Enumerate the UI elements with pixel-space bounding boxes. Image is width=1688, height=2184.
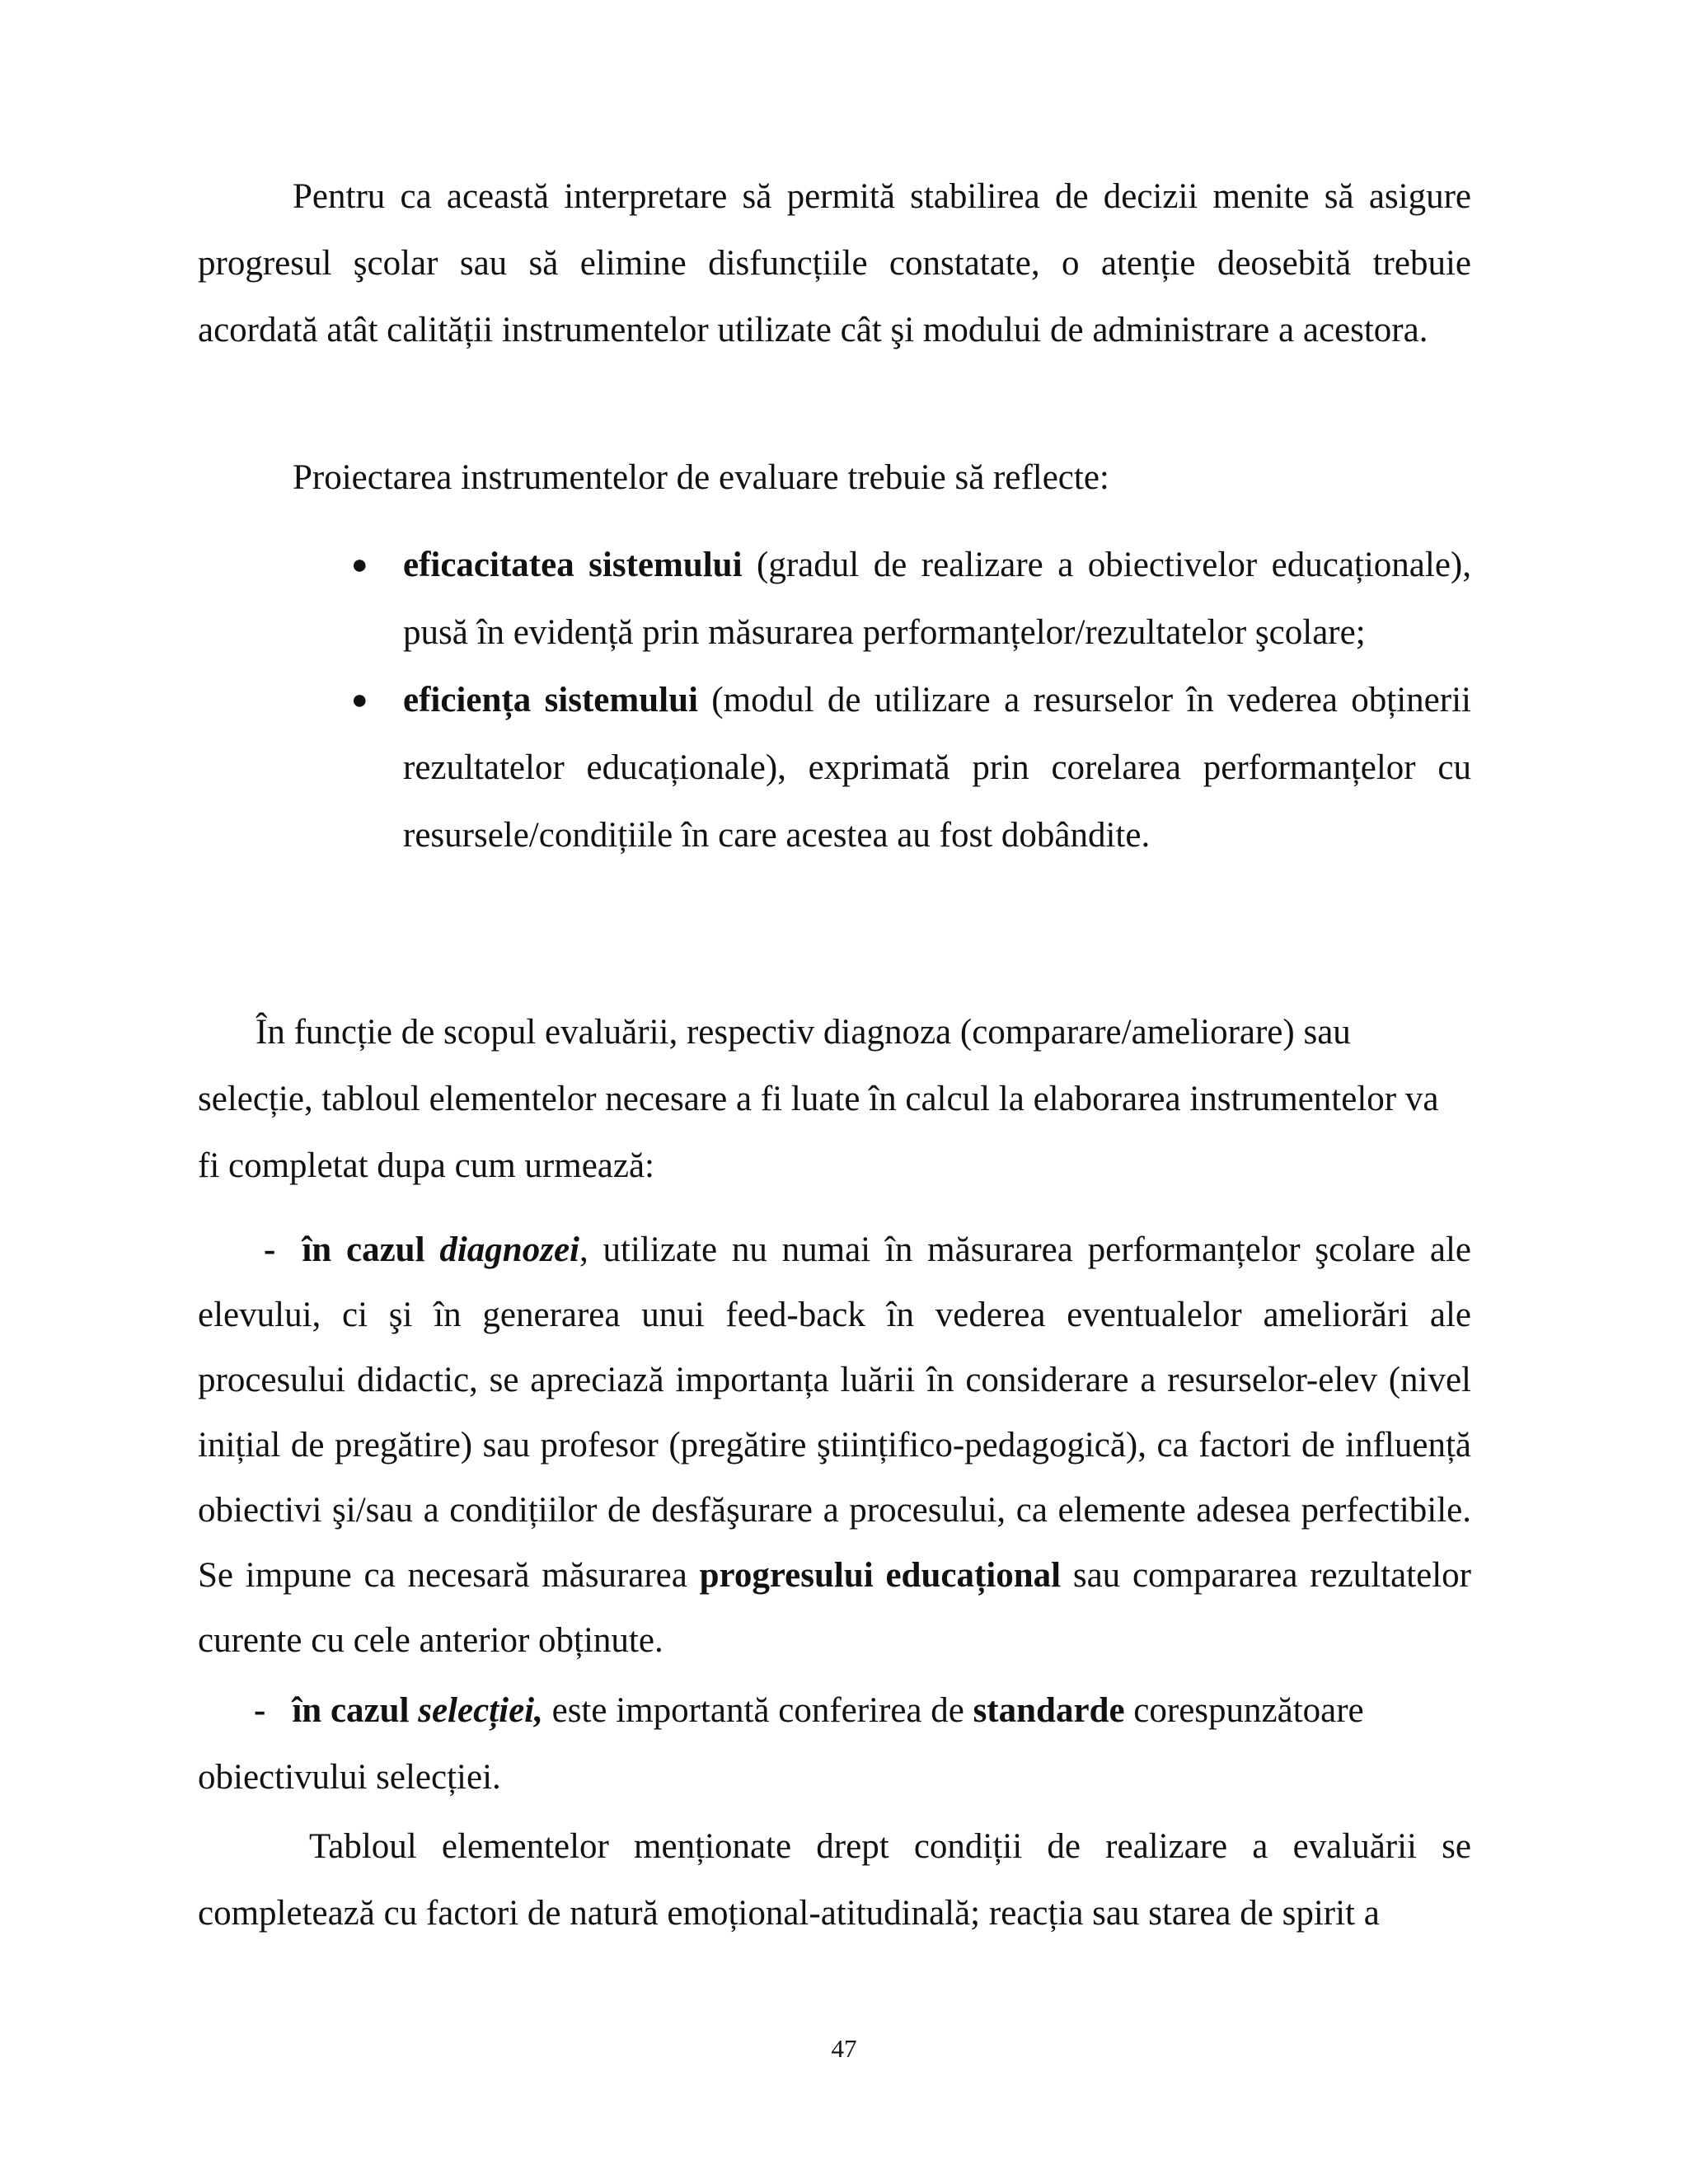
paragraph-emotional-factors: Tabloul elementelor menționate drept condiții de realizare a evaluării se completează cu factori de natură emoțional-atitudinală; reacția sau starea de spirit a bbox=[198, 1827, 1471, 1933]
bullet-term-efficiency: eficiența sistemului bbox=[403, 681, 698, 719]
bullet-term-effectiveness: eficacitatea sistemului bbox=[403, 546, 743, 584]
criteria-bullet-list bbox=[348, 532, 1471, 869]
selection-term: selecției, bbox=[418, 1691, 543, 1730]
paragraph-diagnosis-case bbox=[198, 1217, 1471, 1673]
bullet-text-efficiency: (modul de utilizare a resurselor în vederea obținerii rezultatelor educaționale), exprimată prin corelarea performanțelor cu resursele/condițiile în care acestea au fost dobândite. bbox=[403, 681, 1471, 855]
selection-emphasis: standarde bbox=[973, 1691, 1125, 1730]
paragraph-design-reflects: Proiectarea instrumentelor de evaluare trebuie să reflecte: bbox=[293, 458, 1109, 497]
selection-dash: - bbox=[254, 1691, 266, 1730]
paragraph-instruments-quality: Pentru ca această interpretare să permită stabilirea de decizii menite să asigure progresul şcolar sau să elimine disfuncțiile constatate, o atenție deosebită trebuie acordată atât calității instrumentelor utilizate cât şi modului de administrare a acestora. bbox=[198, 177, 1471, 349]
bullet-dot-icon: ● bbox=[351, 550, 368, 580]
bullet-item-effectiveness bbox=[348, 532, 1471, 667]
diagnosis-lead: în cazul bbox=[302, 1230, 440, 1269]
bullet-text-effectiveness: (gradul de realizare a obiectivelor educaționale), pusă în evidență prin măsurarea performanțelor/rezultatelor şcolare; bbox=[403, 546, 1471, 652]
paragraph-evaluation-purpose: În funcție de scopul evaluării, respectiv diagnoza (comparare/ameliorare) sau selecție, tabloul elementelor necesare a fi luate în calcul la elaborarea instrumentelor va fi completat dupa cum urmează: bbox=[198, 1013, 1439, 1185]
selection-lead: în cazul bbox=[292, 1691, 419, 1730]
selection-text-2: corespunzătoare obiectivului selecției. bbox=[198, 1691, 1364, 1797]
diagnosis-text-2: sau compararea rezultatelor curente cu cele anterior obținute. bbox=[198, 1556, 1471, 1660]
selection-text-1: este importantă conferirea de bbox=[542, 1691, 973, 1730]
bullet-dot-icon: ● bbox=[351, 685, 368, 715]
diagnosis-term: diagnozei bbox=[439, 1230, 579, 1269]
bullet-item-efficiency bbox=[348, 667, 1471, 869]
paragraph-selection-case bbox=[198, 1677, 1471, 1811]
diagnosis-dash: - bbox=[264, 1230, 276, 1269]
page-number: 47 bbox=[831, 2034, 857, 2063]
diagnosis-text-1: , utilizate nu numai în măsurarea performanțelor şcolare ale elevului, ci şi în generarea unui feed-back în vederea eventualelor ameliorări ale procesului didactic, se apreciază importanța luării în considerare a resurselor-elev (nivel inițial de pregătire) sau profesor (pregătire ştiințifico-pedagogică), ca factori de influență obiectivi şi/sau a condițiilor de desfăşurare a procesului, ca elemente adesea perfectibile. Se impune ca necesară măsurarea bbox=[198, 1230, 1471, 1595]
diagnosis-emphasis: progresului educațional bbox=[699, 1556, 1062, 1595]
